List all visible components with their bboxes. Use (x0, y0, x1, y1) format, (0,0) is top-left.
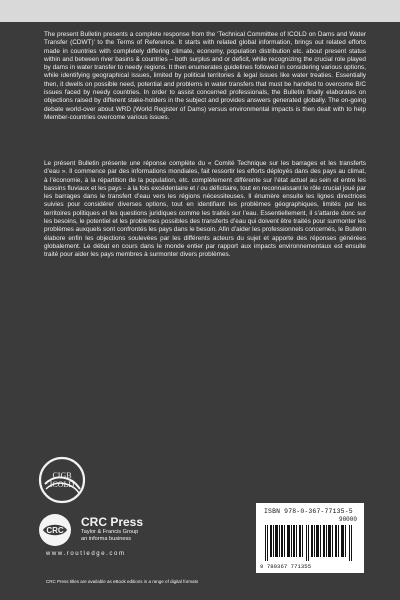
price-code: 90000 (338, 516, 357, 523)
crc-press-logo (38, 513, 72, 547)
logo-line-1: CIGB (52, 471, 72, 480)
ebook-note: CRC Press titles are available as eBook editions in a range of digital formats (46, 579, 199, 584)
logo-line-2: ICOLD (49, 480, 75, 489)
crc-mark-text: CRC (46, 526, 64, 535)
publisher-business: an informa business (81, 536, 132, 542)
barcode-panel (256, 503, 364, 573)
publisher-name: CRC Press (81, 515, 144, 529)
french-summary: Le présent Bulletin présente une réponse complète du « Comité Technique sur les barrages et les transferts d’eau ». Il commence par des informations mondiales, fait ressortir les efforts déployés dans des pays au climat, à l’économie, à la répartition de la population, etc. complètement différente sur l’état actuel au sein et entre les bassins fluviaux et les pays - à la fois excédentaire et / ou déficitaire, tout en reconnaissant le rôle crucial joué par les barrages dans le transfert d’eau vers les régions nécessiteuses. Il énumère ensuite les lignes directrices suivies pour considérer diverses options, tout en identifiant les problèmes géographiques, limités par les territoires politiques et les questions juridiques comme les traités sur l’eau. Essentiellement, il s’attarde donc sur les besoins, le potentiel et les problèmes possibles des transferts d’eau qui doivent être traités pour surmonter les problèmes auxquels sont confrontés les pays dans le besoin. Afin d’aider les professionnels concernés, le Bulletin élabore enfin les objections soulevées par les différents acteurs du sujet et apporte des réponses générées globalement. Le débat en cours dans le monde entier par rapport aux impacts environnementaux est ensuite traité pour aider les pays membres à surmonter divers problèmes. (44, 160, 366, 259)
barcode-bars (265, 525, 356, 561)
isbn-label: ISBN 978-0-367-77135-5 (264, 508, 353, 515)
english-summary: The present Bulletin presents a complete response from the 'Technical Committee of ICOLD on Dams and Water Transfer (CDWT)' to the Terms of Reference. It starts with related global information, brings out related efforts made in countries with completely differing climate, economy, population distribution etc. about present status within and between river basins & countries – both surplus and or deficit, while recognizing the crucial role played by dams in water transfer to needy regions. It then enumerates guidelines followed in considering various options, while identifying geographical issues, limited by political territories & legal issues like water treaties. Essentially then, it dwells on possible need, potential and problems in water transfers that must be handled to overcome B/C issues faced by needy countries. In order to assist concerned professionals, the Bulletin finally elaborates on objections raised by different stake-holders in the subject and provides answers generated globally. The on-going debate world-over about WRD (World Register of Dams) versus environmental impacts is then dealt with to help Member-countries overcome various issues. (44, 31, 366, 121)
barcode-number: 9 780367 771355 (260, 563, 312, 570)
top-border (0, 0, 400, 22)
publisher-info (81, 516, 143, 543)
cigb-icold-logo (38, 456, 86, 504)
website-text: www.routledge.com (46, 551, 126, 557)
publisher-group: Taylor & Francis Group (81, 529, 139, 535)
